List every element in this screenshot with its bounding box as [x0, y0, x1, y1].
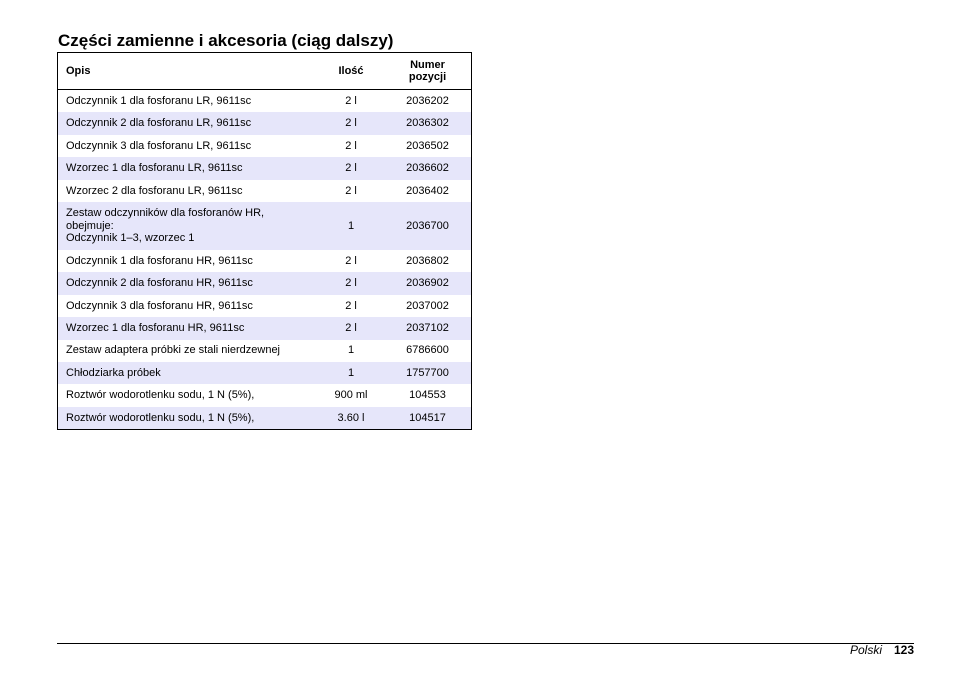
- cell-description: [58, 90, 319, 113]
- cell-quantity: 2 l: [345, 94, 357, 107]
- header-quantity: Ilość: [318, 53, 384, 90]
- footer-language: Polski: [849, 643, 882, 657]
- cell-part-number: 2036302: [384, 112, 472, 134]
- cell-part-number: 1757700: [384, 362, 472, 384]
- cell-quantity: 2 l: [345, 139, 357, 152]
- table-row: [58, 340, 472, 362]
- cell-description: [58, 250, 319, 272]
- cell-quantity: 2 l: [318, 157, 384, 179]
- table-row: [58, 272, 472, 294]
- description-line: Zestaw odczynników dla fosforanów HR,: [66, 207, 265, 220]
- table-row: [58, 362, 472, 384]
- cell-description: [58, 407, 319, 430]
- description-line: Odczynnik 1 dla fosforanu LR, 9611sc: [66, 94, 252, 107]
- description-line: Odczynnik 3 dla fosforanu HR, 9611sc: [66, 299, 253, 312]
- cell-quantity: 2 l: [318, 112, 384, 134]
- table-row: [58, 384, 472, 406]
- cell-part-number: 2036802: [406, 254, 449, 267]
- table-row: [58, 135, 472, 157]
- cell-quantity: 900 ml: [334, 389, 368, 402]
- header-part-number-line1: Numer: [410, 58, 445, 71]
- cell-description: [58, 317, 319, 339]
- description-line: Odczynnik 2 dla fosforanu HR, 9611sc: [66, 277, 253, 290]
- cell-part-number: 2036202: [406, 94, 449, 107]
- description-line: Wzorzec 1 dla fosforanu HR, 9611sc: [66, 322, 245, 335]
- cell-part-number: 2036402: [406, 184, 449, 197]
- cell-description: [58, 135, 319, 157]
- page-number: 123: [893, 643, 914, 657]
- cell-part-number: 6786600: [406, 344, 449, 357]
- description-line: Chłodziarka próbek: [66, 366, 161, 379]
- cell-quantity: 1: [347, 344, 355, 357]
- cell-quantity: 1: [318, 202, 384, 250]
- table-row: [58, 180, 472, 202]
- table-header-row: [58, 53, 472, 90]
- cell-description: [58, 272, 319, 294]
- cell-description: [58, 202, 319, 250]
- description-line: Wzorzec 2 dla fosforanu LR, 9611sc: [66, 184, 243, 197]
- cell-quantity: 2 l: [318, 317, 384, 339]
- header-part-number-line2: pozycji: [408, 71, 447, 83]
- cell-description: [58, 112, 319, 134]
- cell-description: [58, 362, 319, 384]
- cell-part-number: 2036502: [406, 139, 449, 152]
- parts-table: [57, 52, 472, 430]
- description-line: Zestaw adaptera próbki ze stali nierdzewnej: [66, 344, 281, 357]
- header-description: Opis: [58, 53, 319, 90]
- description-line: Odczynnik 3 dla fosforanu LR, 9611sc: [66, 139, 252, 152]
- table-body: [58, 90, 472, 430]
- table-row: [58, 202, 472, 250]
- cell-part-number: 2036902: [384, 272, 472, 294]
- description-line: Odczynnik 1–3, wzorzec 1: [66, 232, 195, 245]
- cell-part-number: 2036602: [384, 157, 472, 179]
- table-row: [58, 250, 472, 272]
- description-line: Odczynnik 1 dla fosforanu HR, 9611sc: [66, 254, 253, 267]
- cell-part-number: 2037002: [406, 299, 449, 312]
- description-line: Roztwór wodorotlenku sodu, 1 N (5%),: [66, 389, 255, 402]
- table-row: [58, 317, 472, 339]
- description-line: Wzorzec 1 dla fosforanu LR, 9611sc: [66, 162, 243, 175]
- cell-part-number: 104553: [409, 389, 446, 402]
- page-title: Części zamienne i akcesoria (ciąg dalszy): [58, 31, 394, 50]
- cell-quantity: 2 l: [345, 299, 357, 312]
- header-part-number: [384, 53, 472, 90]
- table-row: [58, 157, 472, 179]
- cell-description: [58, 384, 319, 406]
- cell-quantity: 2 l: [345, 254, 357, 267]
- cell-part-number: 2036700: [384, 202, 472, 250]
- table-row: [58, 90, 472, 113]
- description-line: Roztwór wodorotlenku sodu, 1 N (5%),: [66, 411, 255, 424]
- cell-description: [58, 157, 319, 179]
- cell-part-number: 2037102: [384, 317, 472, 339]
- table-row: [58, 407, 472, 430]
- cell-description: [58, 340, 319, 362]
- cell-quantity: 2 l: [345, 184, 357, 197]
- table-row: [58, 112, 472, 134]
- description-line: Odczynnik 2 dla fosforanu LR, 9611sc: [66, 117, 252, 130]
- table-row: [58, 295, 472, 317]
- cell-part-number: 104517: [384, 407, 472, 430]
- cell-quantity: 3.60 l: [318, 407, 384, 430]
- footer-divider: [57, 643, 914, 644]
- cell-description: [58, 295, 319, 317]
- description-line: obejmuje:: [66, 219, 114, 232]
- cell-quantity: 2 l: [318, 272, 384, 294]
- cell-description: [58, 180, 319, 202]
- cell-quantity: 1: [318, 362, 384, 384]
